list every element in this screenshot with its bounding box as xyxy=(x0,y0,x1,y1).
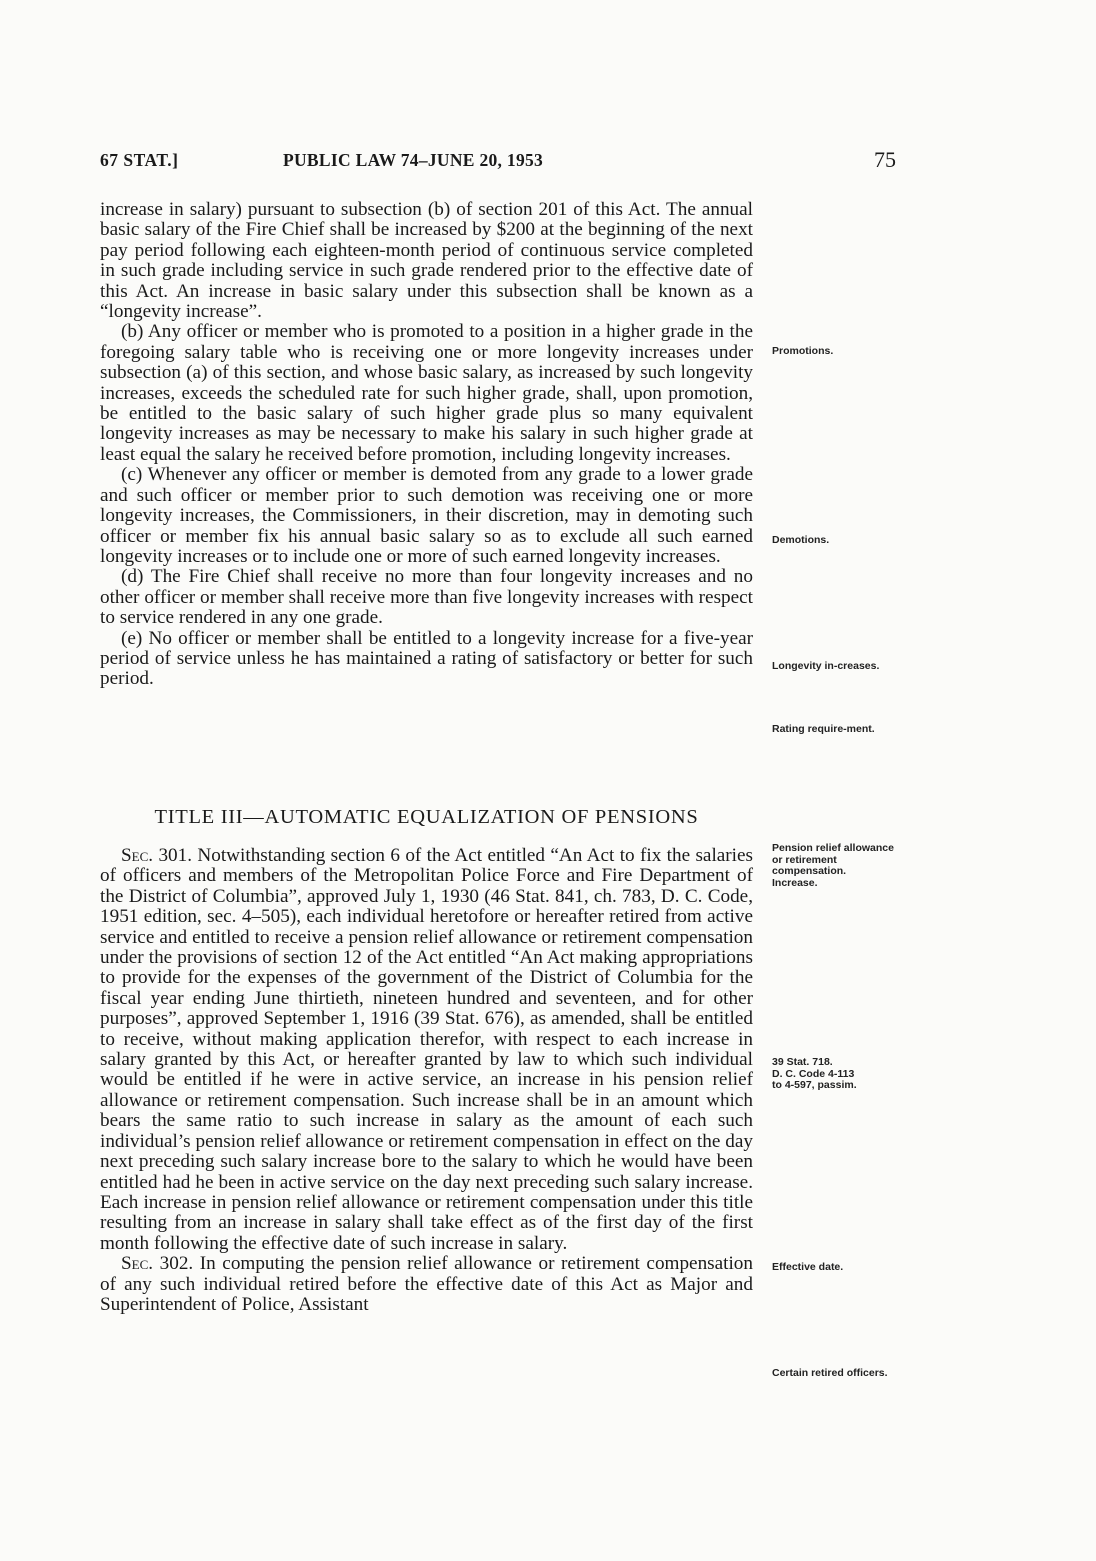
page-header xyxy=(100,147,896,176)
section-301-text: 301. Notwithstanding section 6 of the Act entitled “An Act to fix the salaries of officers and members of the Metropolitan Police Force and Fire Department of the District of Columbia”, approved July 1, 1930 (46 Stat. 841, ch. 783, D. C. Code, 1951 edition, sec. 4–505), each individual heretofore or hereafter retired from active service and entitled to receive a pension relief allowance or retirement compensation under the provisions of section 12 of the Act entitled “An Act making appropriations to provide for the expenses of the government of the District of Columbia for the fiscal year ending June thirtieth, nineteen hundred and seventeen, and for other purposes”, approved September 1, 1916 (39 Stat. 676), as amended, shall be entitled to receive, without making application therefor, with respect to each increase in salary granted by this Act, or hereafter granted by law to which such individual would be entitled if he were in active service, an increase in his pension relief allowance or retirement compensation. Such increase shall be in an amount which bears the same ratio to such increase in salary as the amount of each such individual’s pension relief allowance or retirement compensation in effect on the day next preceding such salary increase bore to the salary to which he would have been entitled had he been in active service on the day next preceding such salary increase. Each increase in pension relief allowance or retirement compensation under this title resulting from an increase in salary shall take effect as of the first day of the first month following the effective date of such increase in salary. xyxy=(100,845,753,1254)
margin-note-promotions: Promotions. xyxy=(772,345,834,357)
margin-note-rating: Rating require-ment. xyxy=(772,723,875,735)
margin-note-increase: Increase. xyxy=(772,876,818,889)
margin-note-certain-retired: Certain retired officers. xyxy=(772,1367,888,1379)
paragraph-continuation: increase in salary) pursuant to subsection (b) of section 201 of this Act. The annual basic salary of the Fire Chief shall be increased by $200 at the beginning of the next pay period following each eighteen-month period of continuous service completed in such grade including service in such grade rendered prior to the effective date of this Act. An increase in basic salary under this subsection shall be known as a “longevity increase”. xyxy=(100,199,753,323)
margin-note-citation-3: to 4-597, passim. xyxy=(772,1079,857,1091)
body-text xyxy=(100,200,753,690)
margin-note-pension-relief: Pension relief allowance or retirement compensation. xyxy=(772,842,894,877)
margin-note-pension xyxy=(772,843,902,889)
margin-note-citation-1: 39 Stat. 718. xyxy=(772,1056,833,1068)
public-law-title: PUBLIC LAW 74–JUNE 20, 1953 xyxy=(283,150,544,170)
title-body-text xyxy=(100,846,753,1315)
paragraph-b: (b) Any officer or member who is promoted to a position in a higher grade in the foregoing salary table who is receiving one or more longevity increases under subsection (a) of this section, and whose basic salary, as increased by such longevity increases, exceeds the scheduled rate for such higher grade, shall, upon promotion, be entitled to the basic salary of such higher grade plus so many equivalent longevity increases as may be necessary to make his salary in such higher grade at least equal the salary he received before promotion, including longevity increases. xyxy=(100,321,753,465)
paragraph-c: (c) Whenever any officer or member is demoted from any grade to a lower grade and such officer or member prior to such demotion was receiving one or more longevity increases, the Commissioners, in their discretion, may in demoting such officer or member fix his annual basic salary so as to exclude all such earned longevity increases or to include one or more of such earned longevity increases. xyxy=(100,464,753,567)
margin-note-citation xyxy=(772,1057,912,1092)
paragraph-e: (e) No officer or member shall be entitled to a longevity increase for a five-year period of service unless he has maintained a rating of satisfactory or better for such period. xyxy=(100,627,753,690)
margin-note-longevity: Longevity in-creases. xyxy=(772,660,880,672)
margin-note-demotions: Demotions. xyxy=(772,534,830,546)
page-number: 75 xyxy=(874,147,896,172)
margin-note-effective-date: Effective date. xyxy=(772,1261,844,1273)
section-label: Sec. xyxy=(121,845,154,866)
margin-note-citation-2: D. C. Code 4-113 xyxy=(772,1067,855,1080)
paragraph-d: (d) The Fire Chief shall receive no more than four longevity increases and no other officer or member shall receive more than five longevity increases with respect to service rendered in any one grade. xyxy=(100,566,753,629)
section-302 xyxy=(100,1254,753,1315)
section-301 xyxy=(100,846,753,1254)
section-label: Sec. xyxy=(121,1253,154,1275)
title-heading: TITLE III—AUTOMATIC EQUALIZATION OF PENSIONS xyxy=(154,806,699,828)
statute-reference: 67 STAT.] xyxy=(100,150,179,170)
section-302-text: 302. In computing the pension relief allowance or retirement compensation of any such individual retired before the effective date of this Act as Major and Superintendent of Police, Assistant xyxy=(100,1253,753,1315)
